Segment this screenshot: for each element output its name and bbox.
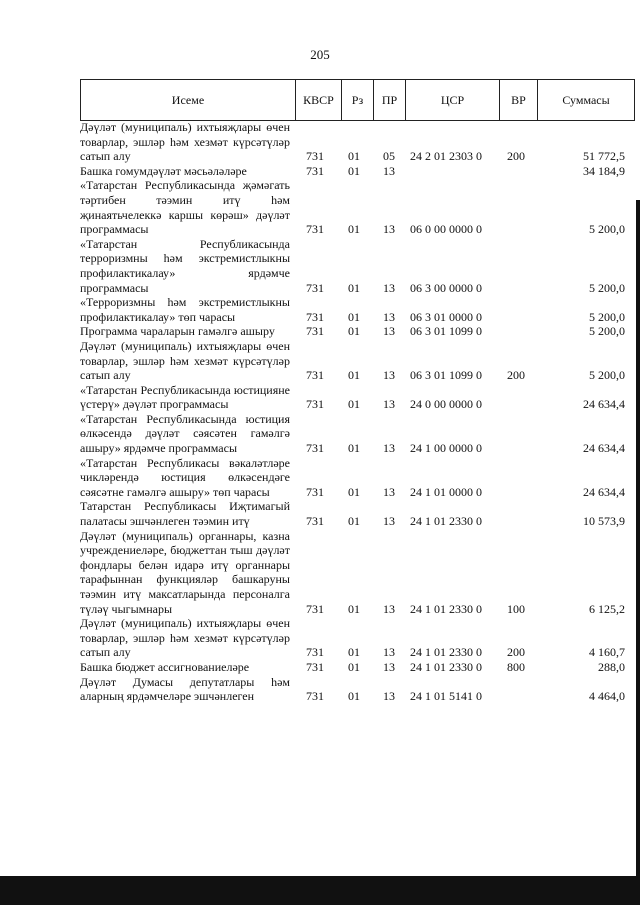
- row-csr: 24 1 01 2330 0: [410, 645, 482, 660]
- row-csr: 24 2 01 2303 0: [410, 149, 482, 164]
- table-row: [80, 164, 640, 179]
- row-csr: 24 1 00 0000 0: [410, 441, 482, 456]
- row-rz: 01: [348, 309, 360, 324]
- row-vr: 200: [507, 645, 525, 660]
- row-pr: 13: [383, 309, 395, 324]
- row-pr: 13: [383, 441, 395, 456]
- row-rz: 01: [348, 280, 360, 295]
- row-rz: 01: [348, 324, 360, 339]
- row-pr: 13: [383, 689, 395, 704]
- header-pr: ПР: [373, 80, 405, 120]
- row-kvsr: 731: [306, 222, 324, 237]
- row-rz: 01: [348, 441, 360, 456]
- row-csr: 24 1 01 5141 0: [410, 689, 482, 704]
- scan-edge-bottom: [0, 876, 640, 905]
- row-name: «Татарстан Республикасында юстицияне үстерү» дәүләт программасы: [80, 382, 290, 412]
- table-row: [80, 120, 640, 164]
- row-pr: 13: [383, 601, 395, 616]
- row-sum: 24 634,4: [583, 484, 625, 499]
- row-name: «Татарстан Республикасында җәмәгать тәртибен тәэмин итү һәм җинаятьчелеккә каршы көрәш» дәүләт программасы: [80, 178, 290, 237]
- row-name: Программа чараларын гамәлгә ашыру: [80, 324, 275, 339]
- row-rz: 01: [348, 163, 360, 178]
- row-kvsr: 731: [306, 514, 324, 529]
- row-kvsr: 731: [306, 397, 324, 412]
- row-sum: 24 634,4: [583, 441, 625, 456]
- row-name: «Татарстан Республикасында терроризмны һәм экстремистлыкны профилактикалау» ярдәмче программасы: [80, 236, 290, 295]
- row-rz: 01: [348, 659, 360, 674]
- row-kvsr: 731: [306, 659, 324, 674]
- row-kvsr: 731: [306, 368, 324, 383]
- row-rz: 01: [348, 601, 360, 616]
- row-pr: 13: [383, 397, 395, 412]
- row-name: «Татарстан Республикасы вәкаләтләре чикләрендә юстиция өлкәсендәге сәясәтне гамәлгә ашыру» төп чарасы: [80, 455, 290, 499]
- row-kvsr: 731: [306, 441, 324, 456]
- row-sum: 5 200,0: [589, 368, 625, 383]
- row-name: Татарстан Республикасы Иҗтимагый палатасы эшчәнлеген тәэмин итү: [80, 499, 290, 529]
- row-pr: 13: [383, 324, 395, 339]
- row-kvsr: 731: [306, 163, 324, 178]
- table-row: [80, 412, 640, 456]
- row-csr: 06 3 01 1099 0: [410, 324, 482, 339]
- row-rz: 01: [348, 397, 360, 412]
- row-csr: 24 1 01 0000 0: [410, 484, 482, 499]
- header-kvsr: КВСР: [295, 80, 341, 120]
- row-rz: 01: [348, 149, 360, 164]
- row-pr: 13: [383, 484, 395, 499]
- row-csr: 06 3 00 0000 0: [410, 280, 482, 295]
- row-name: Башка гомумдәүләт мәсьәләләре: [80, 163, 247, 178]
- table-row: [80, 675, 640, 704]
- row-kvsr: 731: [306, 645, 324, 660]
- row-sum: 10 573,9: [583, 514, 625, 529]
- row-sum: 5 200,0: [589, 324, 625, 339]
- table-row: [80, 383, 640, 412]
- row-rz: 01: [348, 222, 360, 237]
- scan-edge-right: [636, 200, 640, 905]
- row-sum: 5 200,0: [589, 309, 625, 324]
- row-csr: 24 0 00 0000 0: [410, 397, 482, 412]
- table-row: [80, 339, 640, 383]
- table-row: [80, 660, 640, 675]
- row-csr: 06 3 01 1099 0: [410, 368, 482, 383]
- table-row: [80, 499, 640, 528]
- row-rz: 01: [348, 514, 360, 529]
- row-kvsr: 731: [306, 484, 324, 499]
- row-csr: 06 3 01 0000 0: [410, 309, 482, 324]
- row-csr: 24 1 01 2330 0: [410, 659, 482, 674]
- row-csr: 06 0 00 0000 0: [410, 222, 482, 237]
- header-vr: ВР: [499, 80, 537, 120]
- row-rz: 01: [348, 689, 360, 704]
- row-name: Башка бюджет ассигнованиеләре: [80, 659, 250, 674]
- row-sum: 4 160,7: [589, 645, 625, 660]
- page-number: 205: [310, 47, 330, 62]
- header-rz: Рз: [341, 80, 373, 120]
- header-sum: Суммасы: [537, 80, 635, 120]
- row-pr: 13: [383, 280, 395, 295]
- table-row: [80, 237, 640, 295]
- table-row: [80, 456, 640, 500]
- row-pr: 13: [383, 645, 395, 660]
- row-vr: 200: [507, 149, 525, 164]
- scan-edge: [0, 0, 10, 905]
- row-csr: 24 1 01 2330 0: [410, 514, 482, 529]
- table-header: [80, 79, 635, 121]
- table-row: [80, 616, 640, 660]
- row-kvsr: 731: [306, 280, 324, 295]
- row-rz: 01: [348, 645, 360, 660]
- table-row: [80, 178, 640, 236]
- row-sum: 34 184,9: [583, 163, 625, 178]
- row-vr: 200: [507, 368, 525, 383]
- header-name: Исеме: [80, 80, 295, 120]
- row-kvsr: 731: [306, 689, 324, 704]
- row-sum: 24 634,4: [583, 397, 625, 412]
- row-pr: 13: [383, 163, 395, 178]
- row-sum: 51 772,5: [583, 149, 625, 164]
- row-rz: 01: [348, 484, 360, 499]
- row-pr: 13: [383, 514, 395, 529]
- row-csr: 24 1 01 2330 0: [410, 601, 482, 616]
- table-row: [80, 295, 640, 324]
- table-row: [80, 324, 640, 339]
- row-name: Дәүләт (муниципаль) ихтыяҗлары өчен товарлар, эшләр һәм хезмәт күрсәтүләр сатып алу: [80, 338, 290, 383]
- header-csr: ЦСР: [405, 80, 499, 120]
- table-body: [80, 120, 640, 704]
- row-kvsr: 731: [306, 149, 324, 164]
- row-name: «Татарстан Республикасында юстиция өлкәсендә дәүләт сәясәтен гамәлгә ашыру» ярдәмче программасы: [80, 411, 290, 456]
- row-name: Дәүләт (муниципаль) органнары, казна учреждениеләре, бюджеттан тыш дәүләт фондлары белән идарә итү органнары тарафыннан функцияләр башкаруны тәэмин итү максатларында персоналга түләү чыгымнары: [80, 528, 290, 616]
- row-pr: 13: [383, 659, 395, 674]
- row-sum: 4 464,0: [589, 689, 625, 704]
- row-pr: 05: [383, 149, 395, 164]
- row-kvsr: 731: [306, 601, 324, 616]
- row-sum: 288,0: [598, 659, 625, 674]
- row-name: Дәүләт (муниципаль) ихтыяҗлары өчен товарлар, эшләр һәм хезмәт күрсәтүләр сатып алу: [80, 616, 290, 660]
- row-pr: 13: [383, 368, 395, 383]
- row-sum: 5 200,0: [589, 222, 625, 237]
- row-vr: 800: [507, 659, 525, 674]
- row-pr: 13: [383, 222, 395, 237]
- row-vr: 100: [507, 601, 525, 616]
- row-sum: 6 125,2: [589, 601, 625, 616]
- row-name: Дәүләт Думасы депутатлары һәм аларның ярдәмчеләре эшчәнлеген: [80, 674, 290, 704]
- row-rz: 01: [348, 368, 360, 383]
- row-name: Дәүләт (муниципаль) ихтыяҗлары өчен товарлар, эшләр һәм хезмәт күрсәтүләр сатып алу: [80, 120, 290, 164]
- row-sum: 5 200,0: [589, 280, 625, 295]
- table-row: [80, 529, 640, 617]
- row-kvsr: 731: [306, 309, 324, 324]
- row-name: «Терроризмны һәм экстремистлыкны профилактикалау» төп чарасы: [80, 295, 290, 324]
- row-kvsr: 731: [306, 324, 324, 339]
